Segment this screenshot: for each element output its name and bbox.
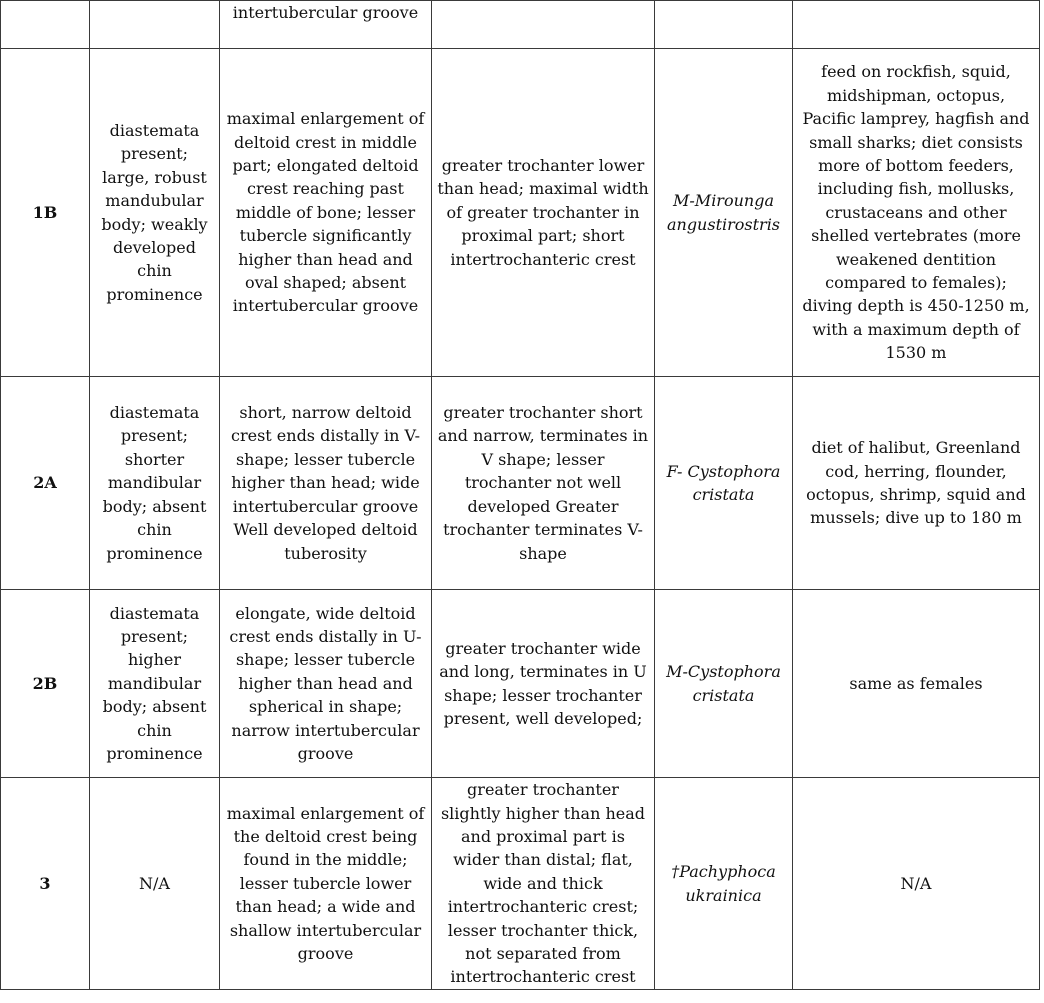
table-row — [1, 590, 1040, 778]
species-cell: M-Mirounga angustirostris — [655, 49, 793, 377]
diet-cell: same as females — [793, 590, 1040, 778]
humerus-cell: elongate, wide deltoid crest ends distally in U-shape; lesser tubercle higher than head and spherical in shape; narrow intertubercular groove — [220, 590, 432, 778]
mandible-cell: diastemata present; higher mandibular body; absent chin prominence — [90, 590, 220, 778]
table-row — [1, 377, 1040, 590]
mandible-cell: diastemata present; shorter mandibular body; absent chin prominence — [90, 377, 220, 590]
femur-cell: greater trochanter wide and long, terminates in U shape; lesser trochanter present, well developed; — [432, 590, 655, 778]
table-row — [1, 49, 1040, 377]
group-cell: 1B — [1, 49, 90, 377]
group-cell: 3 — [1, 778, 90, 990]
group-cell: 2A — [1, 377, 90, 590]
species-cell: †Pachyphoca ukrainica — [655, 778, 793, 990]
mandible-cell — [90, 1, 220, 49]
diet-cell — [793, 1, 1040, 49]
table-row — [1, 1, 1040, 49]
diet-cell: N/A — [793, 778, 1040, 990]
humerus-cell: intertubercular groove — [220, 1, 432, 49]
humerus-cell: maximal enlargement of deltoid crest in middle part; elongated deltoid crest reaching past middle of bone; lesser tubercle significantly higher than head and oval shaped; absent intertubercular groove — [220, 49, 432, 377]
group-cell — [1, 1, 90, 49]
diet-cell: feed on rockfish, squid, midshipman, octopus, Pacific lamprey, hagfish and small sharks; diet consists more of bottom feeders, including fish, mollusks, crustaceans and other shelled vertebrates (more weakened dentition compared to females); diving depth is 450-1250 m, with a maximum depth of 1530 m — [793, 49, 1040, 377]
table-row — [1, 778, 1040, 990]
femur-cell — [432, 1, 655, 49]
femur-cell: greater trochanter slightly higher than head and proximal part is wider than distal; flat, wide and thick intertrochanteric crest; lesser trochanter thick, not separated from intertrochanteric crest — [432, 778, 655, 990]
group-cell: 2B — [1, 590, 90, 778]
species-cell — [655, 1, 793, 49]
femur-cell: greater trochanter short and narrow, terminates in V shape; lesser trochanter not well developed Greater trochanter terminates V-shape — [432, 377, 655, 590]
species-cell: M-Cystophora cristata — [655, 590, 793, 778]
mandible-cell: N/A — [90, 778, 220, 990]
mandible-cell: diastemata present; large, robust mandubular body; weakly developed chin prominence — [90, 49, 220, 377]
species-cell: F- Cystophora cristata — [655, 377, 793, 590]
humerus-cell: maximal enlargement of the deltoid crest being found in the middle; lesser tubercle lower than head; a wide and shallow intertubercular groove — [220, 778, 432, 990]
diet-cell: diet of halibut, Greenland cod, herring, flounder, octopus, shrimp, squid and mussels; dive up to 180 m — [793, 377, 1040, 590]
humerus-cell: short, narrow deltoid crest ends distally in V-shape; lesser tubercle higher than head; wide intertubercular groove Well developed deltoid tuberosity — [220, 377, 432, 590]
femur-cell: greater trochanter lower than head; maximal width of greater trochanter in proximal part; short intertrochanteric crest — [432, 49, 655, 377]
